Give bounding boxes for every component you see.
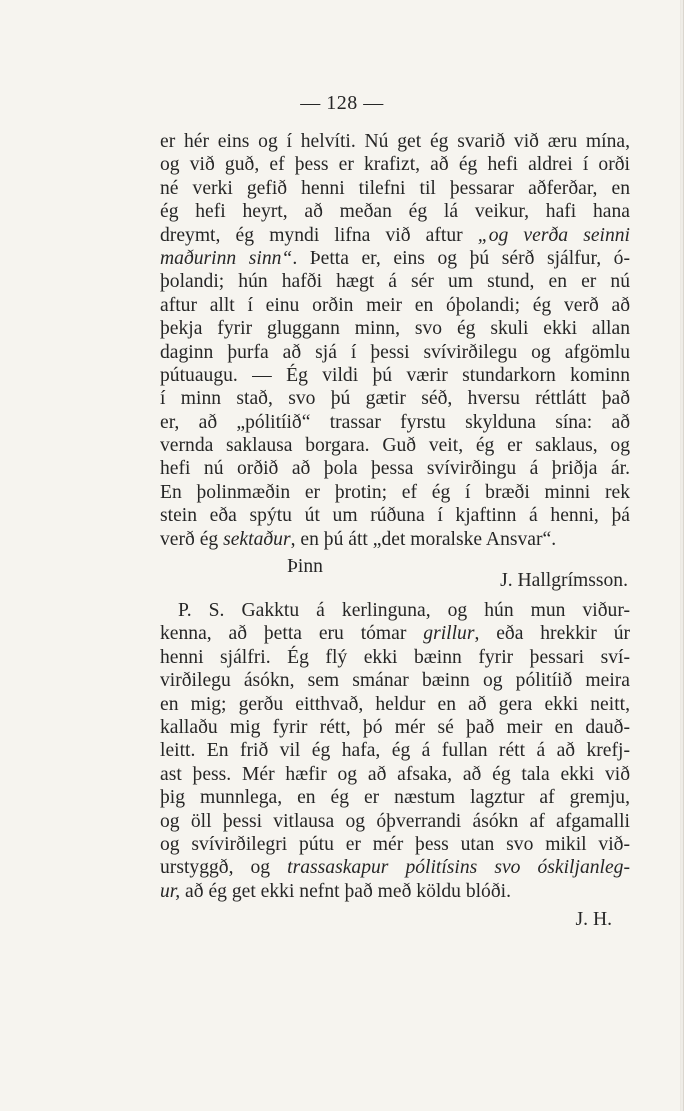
postscript-line xyxy=(160,599,630,622)
text-run: verð ég xyxy=(160,528,224,550)
body-line xyxy=(160,341,630,364)
text-run: P. S. Gakktu á kerlinguna, og hún mun viður- xyxy=(178,600,630,621)
postscript-line xyxy=(160,833,630,856)
text-run: kenna, að þetta eru tómar xyxy=(160,623,424,645)
postscript-line xyxy=(160,880,630,903)
text-run: vernda saklausa borgara. Guð veit, ég er saklaus, og xyxy=(160,435,630,457)
text-run: þolandi; hún hafði hægt á sér um stund, en er nú xyxy=(160,271,630,293)
text-run: urstyggð, og xyxy=(160,857,288,879)
closing-word: Þinn xyxy=(287,556,323,577)
text-run: pútuaugu. — Ég vildi þú værir stundarkorn kominn xyxy=(160,364,630,386)
body-line xyxy=(160,247,630,270)
postscript-line xyxy=(160,646,630,669)
italic-text: sektaður xyxy=(223,528,291,550)
body-line xyxy=(160,528,630,551)
text-run: og öll þessi vitlausa og óþverrandi ásókn af afgamalli xyxy=(160,810,630,832)
body-line xyxy=(160,411,630,434)
body-line xyxy=(160,153,630,176)
body-line xyxy=(160,200,630,223)
text-run: aftur allt í einu orðin meir en óþolandi; ég verð að xyxy=(160,294,630,316)
text-run: virðilegu ásókn, sem smánar bæinn og pólitíið meira xyxy=(160,670,630,692)
postscript-line xyxy=(160,810,630,833)
text-run: kallaðu mig fyrir rétt, þó mér sé það meir en dauð- xyxy=(160,716,630,738)
text-run: daginn þurfa að sjá í þessi svívirðilegu og afgömlu xyxy=(160,341,630,363)
body-line xyxy=(160,504,630,527)
page-edge xyxy=(680,0,684,1111)
text-run: og svívirðilegri pútu er mér þess utan svo mikil við- xyxy=(160,833,630,855)
text-run: né verki gefið henni tilefni til þessarar aðferðar, en xyxy=(160,177,630,199)
text-run: þekja fyrir gluggann minn, svo ég skuli ekki allan xyxy=(160,318,630,340)
postscript xyxy=(160,599,630,903)
text-run: er, að „pólitíið“ trassar fyrstu skylduna sína: að xyxy=(160,411,630,433)
text-run: dreymt, ég myndi lifna við aftur xyxy=(160,224,478,246)
postscript-line xyxy=(160,856,630,879)
italic-text: ur, xyxy=(160,880,181,902)
text-run: þig munnlega, en ég er næstum lagztur af gremju, xyxy=(160,787,630,809)
text-run: En þolinmæðin er þrotin; ef ég í bræði minni rek xyxy=(160,481,630,503)
text-run: er hér eins og í helvíti. Nú get ég svarið við æru mína, xyxy=(160,131,630,152)
body-line xyxy=(160,457,630,480)
text-run: í minn stað, svo þú gætir séð, hversu réttlátt það xyxy=(160,388,630,410)
body-line xyxy=(160,481,630,504)
letter-body xyxy=(160,130,630,551)
text-run: . Þetta er, eins og þú sérð sjálfur, ó- xyxy=(292,247,630,269)
text-run: leitt. En frið vil ég hafa, ég á fullan rétt á að krefj- xyxy=(160,740,630,762)
body-line xyxy=(160,270,630,293)
text-run: stein eða spýtu út um rúðuna í kjaftinn á henni, þá xyxy=(160,505,630,527)
postscript-line xyxy=(160,716,630,739)
postscript-line xyxy=(160,786,630,809)
body-line xyxy=(160,130,630,153)
postscript-line xyxy=(160,622,630,645)
postscript-line xyxy=(160,739,630,762)
text-run: , eða hrekkir úr xyxy=(474,623,631,645)
postscript-line xyxy=(160,669,630,692)
body-line xyxy=(160,317,630,340)
italic-text: grillur xyxy=(423,623,475,645)
italic-text: trassaskapur pólitísins svo óskiljanleg- xyxy=(287,857,630,879)
text-run: ast þess. Mér hæfir og að afsaka, að ég tala ekki við xyxy=(160,763,630,785)
postscript-line xyxy=(160,693,630,716)
signature: J. Hallgrímsson. xyxy=(500,570,628,591)
text-run: að ég get ekki nefnt það með köldu blóði. xyxy=(180,880,511,902)
text-run: hefi nú orðið að þola þessa svívirðingu á þriðja ár. xyxy=(160,458,630,480)
italic-text: „og verða seinni xyxy=(477,224,630,246)
text-run: og við guð, ef þess er krafizt, að ég hefi aldrei í orði xyxy=(160,154,630,176)
italic-text: maðurinn sinn“ xyxy=(160,247,293,269)
page-number: — 128 — xyxy=(300,92,384,114)
initials: J. H. xyxy=(575,909,612,930)
body-line xyxy=(160,387,630,410)
body-line xyxy=(160,364,630,387)
postscript-line xyxy=(160,763,630,786)
text-run: en mig; gerðu eitthvað, heldur en að gera ekki neitt, xyxy=(160,693,630,715)
text-run: , en þú átt „det moralske Ansvar“. xyxy=(290,528,557,550)
body-line xyxy=(160,294,630,317)
letter-closing xyxy=(160,556,630,600)
body-line xyxy=(160,434,630,457)
postscript-closing xyxy=(160,909,630,933)
body-line xyxy=(160,224,630,247)
text-run: ég hefi heyrt, að meðan ég lá veikur, hafi hana xyxy=(160,201,630,223)
text-run: henni sjálfri. Ég flý ekki bæinn fyrir þessari sví- xyxy=(160,646,630,668)
body-line xyxy=(160,177,630,200)
